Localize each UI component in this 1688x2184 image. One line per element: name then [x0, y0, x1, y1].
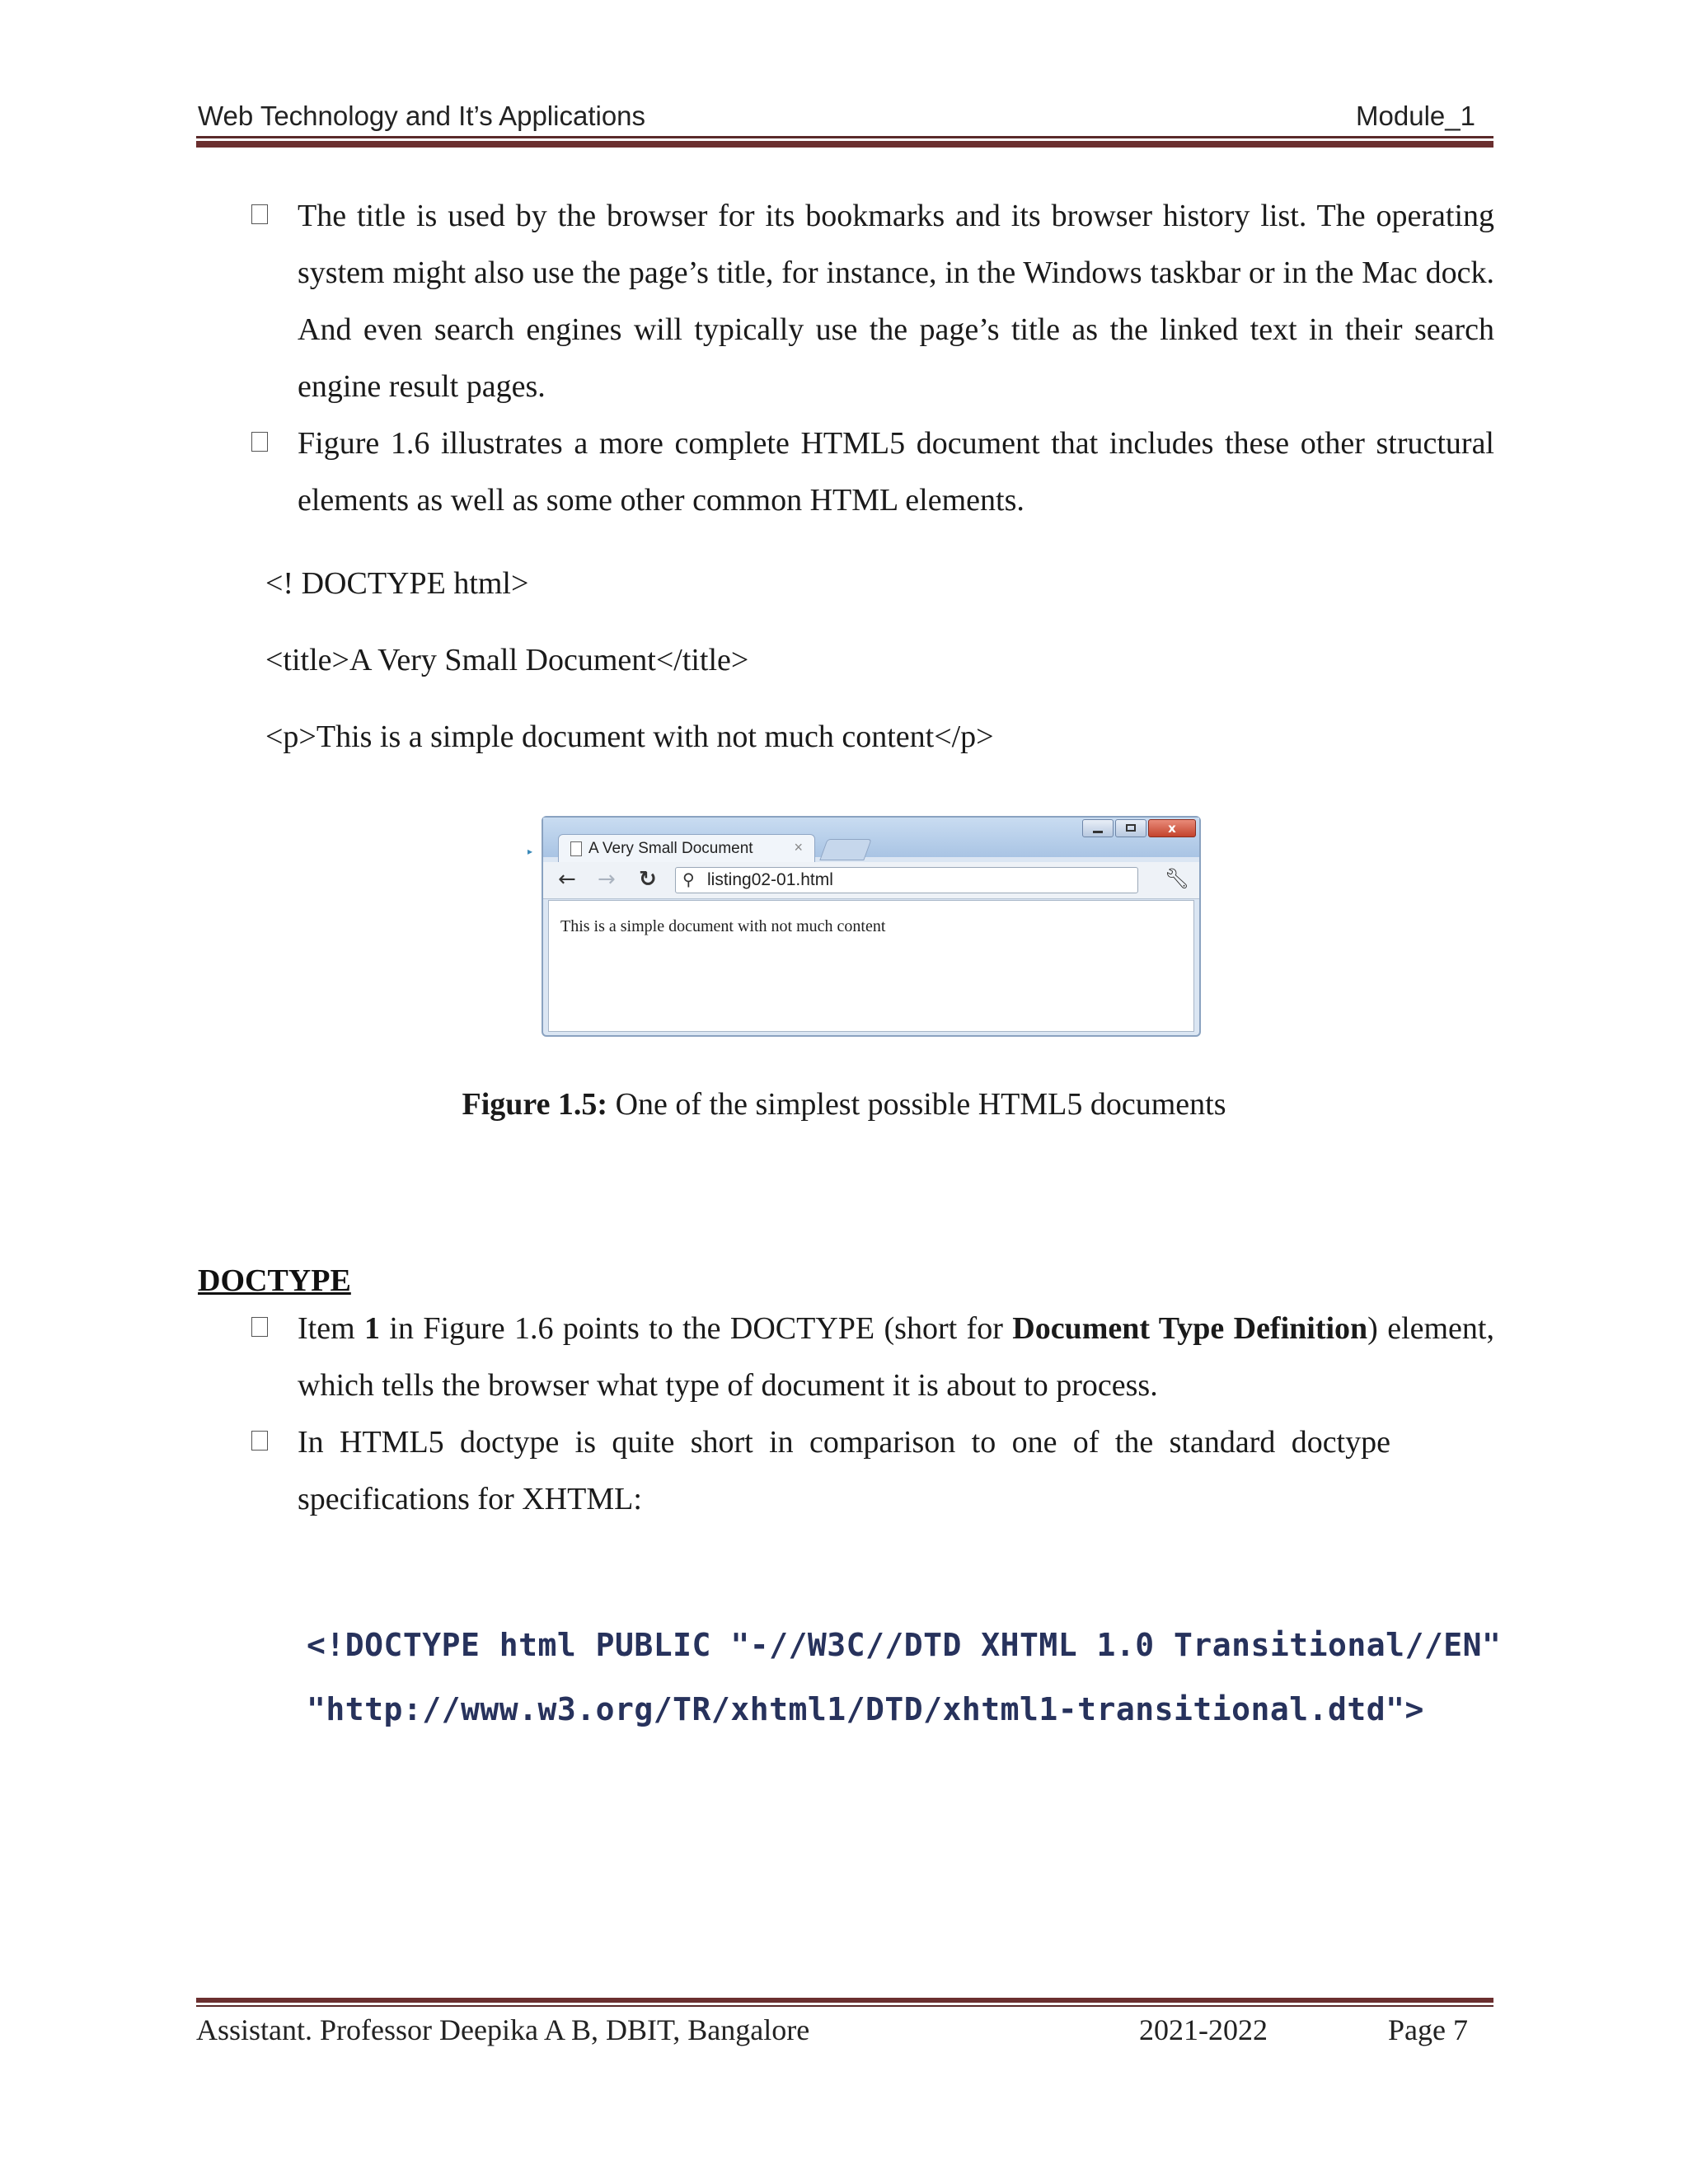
- forward-icon: →: [598, 867, 616, 892]
- browser-tab: [558, 834, 815, 863]
- bullet-title-usage: [251, 188, 1493, 415]
- footer-author: Assistant. Professor Deepika A B, DBIT, Bangalore: [196, 2013, 810, 2046]
- bullet-text: In HTML5 doctype is quite short in comparison to one of the standard doctype specifications for XHTML:: [298, 1425, 1390, 1516]
- bullet-icon: [251, 204, 268, 224]
- footer-rule-thin: [196, 2005, 1493, 2007]
- header-module: Module_1: [1356, 101, 1475, 131]
- browser-toolbar: [543, 862, 1199, 899]
- window-controls: [1059, 818, 1199, 841]
- browser-content-text: This is a simple document with not much content: [560, 917, 886, 935]
- tab-title: A Very Small Document: [588, 840, 753, 857]
- close-icon: ×: [794, 839, 803, 855]
- bullet-text: [298, 1301, 1494, 1414]
- bullet-icon: [251, 432, 268, 452]
- bullet-text-suffix: ) element, which tells the browser what type of document it is about to process.: [298, 1311, 1494, 1403]
- xhtml-doctype-line-1: <!DOCTYPE html PUBLIC "-//W3C//DTD XHTML 1.0 Transitional//EN": [307, 1627, 1502, 1663]
- bullet-text-prefix: Item: [298, 1311, 365, 1346]
- bullet-doctype-item: [251, 1301, 1493, 1414]
- footer-page-number: Page 7: [1388, 2013, 1468, 2046]
- browser-window-figure: [542, 816, 1201, 1037]
- search-icon: ⚲: [682, 869, 695, 889]
- header-rule-thick: [196, 141, 1493, 148]
- back-icon: ←: [558, 867, 576, 892]
- bullet-term-dtd: Document Type Definition: [1012, 1311, 1368, 1346]
- new-tab-button: [819, 839, 871, 860]
- bullet-text-middle: in Figure 1.6 points to the DOCTYPE (short for: [380, 1311, 1013, 1346]
- window-close-icon: x: [1148, 819, 1196, 837]
- bullet-html5-doctype: [251, 1414, 1389, 1528]
- footer-rule-thick: [196, 1998, 1493, 2003]
- figure-caption-text: One of the simplest possible HTML5 documents: [607, 1087, 1226, 1122]
- bullet-item-number: 1: [364, 1311, 381, 1346]
- figure-caption-label: Figure 1.5:: [462, 1087, 608, 1122]
- maximize-icon: [1115, 819, 1146, 837]
- browser-content: [548, 900, 1194, 1032]
- code-line-title: <title>A Very Small Document</title>: [265, 643, 749, 677]
- xhtml-doctype-line-2: "http://www.w3.org/TR/xhtml1/DTD/xhtml1-transitional.dtd">: [307, 1691, 1424, 1727]
- bullet-text: Figure 1.6 illustrates a more complete HTML5 document that includes these other structural elements as well as some other common HTML elements.: [298, 426, 1494, 518]
- code-line-doctype: <! DOCTYPE html>: [265, 566, 529, 601]
- figure-marker-icon: ▸: [528, 846, 533, 857]
- header-title: Web Technology and It’s Applications: [198, 101, 646, 131]
- header-rule-thin: [196, 136, 1493, 138]
- minimize-icon: [1082, 819, 1114, 837]
- code-line-paragraph: <p>This is a simple document with not much content</p>: [265, 719, 994, 754]
- address-bar: [675, 867, 1138, 893]
- page-icon: [570, 841, 582, 856]
- bullet-text: The title is used by the browser for its bookmarks and its browser history list. The operating system might also use the page’s title, for instance, in the Windows taskbar or in the Mac dock. And even search engines will typically use the page’s title as the linked text in their search engine result pages.: [298, 199, 1494, 404]
- bullet-figure-ref: [251, 415, 1493, 529]
- footer-year: 2021-2022: [1139, 2013, 1268, 2046]
- reload-icon: ↻: [639, 867, 657, 892]
- wrench-icon: 🔧︎: [1164, 867, 1189, 890]
- figure-caption: [0, 1086, 1688, 1122]
- section-heading-doctype: DOCTYPE: [198, 1263, 351, 1298]
- address-bar-url: listing02-01.html: [707, 870, 833, 889]
- bullet-icon: [251, 1431, 268, 1451]
- bullet-icon: [251, 1317, 268, 1337]
